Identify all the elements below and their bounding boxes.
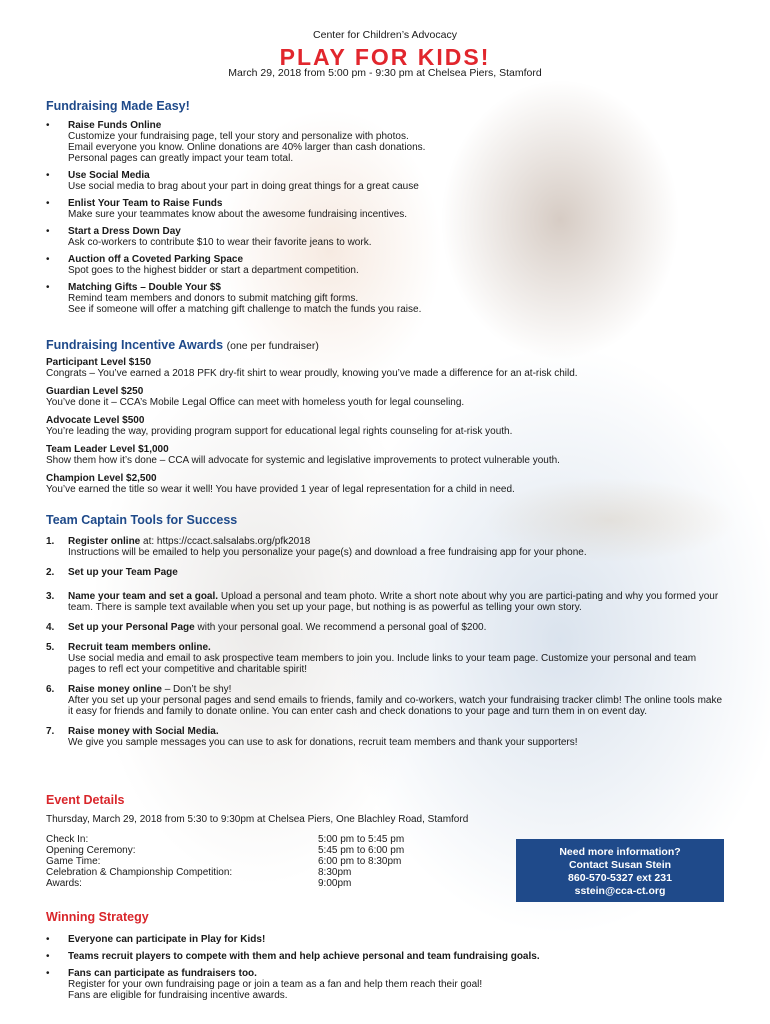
contact-name: Contact Susan Stein: [568, 859, 672, 871]
event-intro: Thursday, March 29, 2018 from 5:30 to 9:30pm at Chelsea Piers, One Blachley Road, Stamford: [46, 814, 469, 825]
contact-box: [516, 839, 724, 902]
award-level-desc: You’ve earned the title so wear it well! You have provided 1 year of legal representation for a child in need.: [46, 484, 515, 495]
award-level-title: Advocate Level $500: [46, 415, 145, 426]
award-level-title: Participant Level $150: [46, 357, 152, 368]
event-date-line: March 29, 2018 from 5:00 pm - 9:30 pm at Chelsea Piers, Stamford: [228, 67, 542, 79]
organization-name: Center for Children’s Advocacy: [313, 29, 457, 41]
step-item: 3. Name your team and set a goal. Upload a personal and team photo. Write a short note about why you are partici-pating and why you formed your team. There is sample text available when you set up your page, but nothing is as powerful as telling your own story.: [46, 591, 719, 613]
award-level-desc: Show them how it’s done – CCA will advocate for systemic and legislative improvements to protect vulnerable youth.: [46, 455, 560, 466]
schedule-row: Awards: 9:00pm: [46, 878, 352, 889]
list-item: • Raise Funds Online Customize your fundraising page, tell your story and personalize with photos. Email everyone you know. Online donations are 40% larger than cash donations. Personal pages can greatly impact your team total.: [46, 120, 736, 164]
page-title: PLAY FOR KIDS!: [279, 44, 491, 70]
award-level-desc: You’re leading the way, providing program support for educational legal rights counseling for at-risk youth.: [46, 426, 513, 437]
award-level-title: Champion Level $2,500: [46, 473, 157, 484]
event-heading: Event Details: [46, 793, 125, 807]
contact-line: Need more information?: [559, 846, 681, 858]
strategy-list: [46, 934, 746, 1007]
contact-phone: 860-570-5327 ext 231: [568, 872, 672, 884]
list-item: • Start a Dress Down Day Ask co-workers to contribute $10 to wear their favorite jeans to work.: [46, 226, 736, 248]
schedule-row: Celebration & Championship Competition: 8:30pm: [46, 867, 352, 878]
list-item: • Everyone can participate in Play for Kids!: [46, 934, 746, 945]
contact-email[interactable]: sstein@cca-ct.org: [574, 885, 666, 897]
award-level-desc: Congrats – You’ve earned a 2018 PFK dry-fit shirt to wear proudly, knowing you’ve made a difference for an at-risk child.: [46, 368, 578, 379]
list-item: • Matching Gifts – Double Your $$ Remind team members and donors to submit matching gift forms. See if someone will offer a matching gift challenge to match the funds you raise.: [46, 282, 736, 315]
event-schedule: [46, 834, 404, 889]
awards-list: [46, 357, 746, 502]
list-item: • Auction off a Coveted Parking Space Spot goes to the highest bidder or start a department competition.: [46, 254, 736, 276]
awards-heading-text: Fundraising Incentive Awards: [46, 338, 224, 352]
captain-heading: Team Captain Tools for Success: [46, 513, 238, 527]
list-item: • Use Social Media Use social media to brag about your part in doing great things for a great cause: [46, 170, 736, 192]
fundraising-heading: Fundraising Made Easy!: [46, 99, 190, 113]
schedule-row: Opening Ceremony: 5:45 pm to 6:00 pm: [46, 845, 405, 856]
strategy-heading: Winning Strategy: [46, 910, 149, 924]
award-level-desc: You’ve done it – CCA’s Mobile Legal Office can meet with homeless youth for legal counseling.: [46, 397, 465, 408]
award-level-title: Team Leader Level $1,000: [46, 444, 169, 455]
list-item: • Fans can participate as fundraisers too. Register for your own fundraising page or join a team as a fan and help them reach their goal! Fans are eligible for fundraising incentive awards.: [46, 968, 746, 1001]
captain-steps: [46, 536, 726, 757]
award-level-title: Guardian Level $250: [46, 386, 144, 397]
awards-heading: [46, 338, 319, 352]
awards-subheading: (one per fundraiser): [226, 340, 319, 352]
step-item: 2. Set up your Team Page: [46, 567, 178, 578]
fundraising-list: [46, 120, 736, 321]
step-item: 6. Raise money online – Don’t be shy! After you set up your personal pages and send emails to friends, family and co-workers, watch your fundraising tracker climb! The online tools make it easy for friends and family to donate online. You can enter cash and check donations to your page and turn them in on event day.: [46, 684, 723, 717]
step-item: 1. Register online at: https://ccact.salsalabs.org/pfk2018 Instructions will be emailed to help you personalize your page(s) and download a free fundraising app for your phone.: [46, 536, 587, 558]
list-item: • Teams recruit players to compete with them and help achieve personal and team fundraising goals.: [46, 951, 746, 962]
list-item: • Enlist Your Team to Raise Funds Make sure your teammates know about the awesome fundraising incentives.: [46, 198, 736, 220]
step-item: 5. Recruit team members online. Use social media and email to ask prospective team members to join you. Include links to your team page. Customize your personal and team pages to refl ect your competitive and charitable spirit!: [46, 642, 697, 675]
step-item: 7. Raise money with Social Media. We give you sample messages you can use to ask for donations, recruit team members and thank your supporters!: [46, 726, 578, 748]
schedule-row: Check In: 5:00 pm to 5:45 pm: [46, 834, 405, 845]
schedule-row: Game Time: 6:00 pm to 8:30pm: [46, 856, 402, 867]
step-item: 4. Set up your Personal Page with your personal goal. We recommend a personal goal of $200.: [46, 622, 487, 633]
